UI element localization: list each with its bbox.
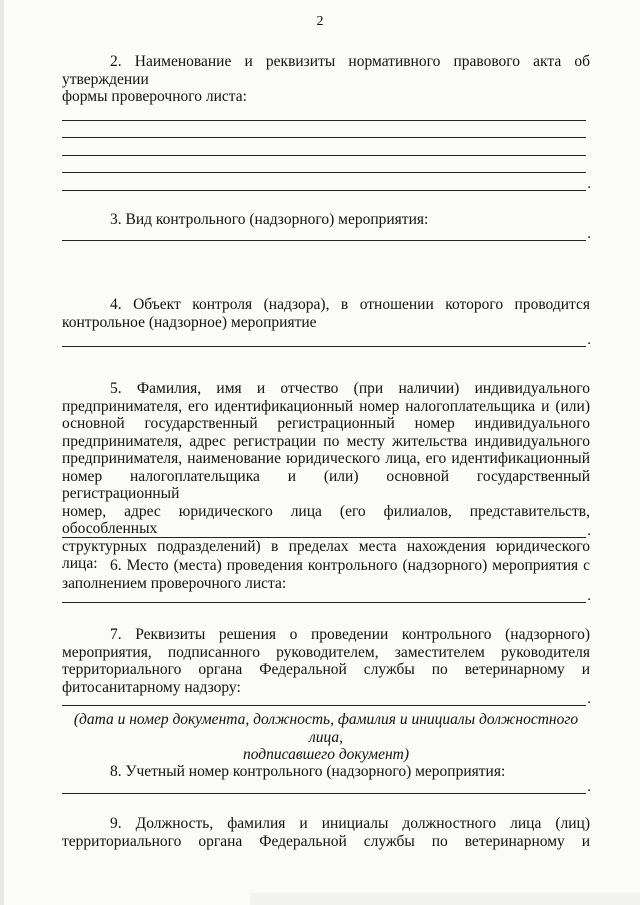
scan-edge <box>0 0 4 905</box>
section-5-line-5: предпринимателя, наименование юридического лица, его идентификационный <box>62 450 590 467</box>
section-7-line-4: фитосанитарному надзору: <box>62 678 241 696</box>
section-2-line-1: 2. Наименование и реквизиты нормативного правового акта об утверждении <box>62 53 590 88</box>
section-5-line-8: структурных подразделений) в пределах места нахождения юридического лица: <box>62 537 590 572</box>
section-7-caption <box>62 711 590 764</box>
scan-bottom-edge <box>250 893 640 905</box>
section-5-line-7: номер, адрес юридического лица (его филиалов, представительств, обособленных <box>62 502 590 537</box>
section-5-line-4: предпринимателя, адрес регистрации по месту жительства индивидуального <box>62 432 590 450</box>
section-2-line-2: формы проверочного листа: <box>62 88 247 105</box>
section-9-line-2: территориального органа Федеральной службы по ветеринарному и <box>62 832 590 850</box>
section-7-line-3: территориального органа Федеральной службы по ветеринарному и <box>62 661 590 678</box>
section-6-line-2: заполнением проверочного листа: <box>62 574 287 592</box>
section-4 <box>62 296 590 331</box>
caption-line-2: подписавшего документ) <box>243 746 409 763</box>
fill-line <box>62 120 586 121</box>
section-5 <box>62 380 590 573</box>
page-number: 2 <box>316 14 324 29</box>
section-3 <box>62 211 590 229</box>
section-5-line-6: номер налогоплательщика и (или) основной государственный регистрационный <box>62 467 590 502</box>
fill-line <box>62 793 586 794</box>
section-7-line-2: мероприятия, подписанного руководителем, заместителем руководителя <box>62 643 590 661</box>
section-4-line-1: 4. Объект контроля (надзора), в отношении которого проводится <box>110 296 590 313</box>
fill-line <box>62 155 586 156</box>
section-8 <box>62 763 590 781</box>
fill-line <box>62 602 586 603</box>
section-6-line-1: 6. Место (места) проведения контрольного (надзорного) мероприятия с <box>110 557 590 574</box>
section-9-line-1: 9. Должность, фамилия и инициалы должностного лица (лиц) <box>110 815 590 832</box>
fill-line <box>62 240 586 241</box>
section-6 <box>62 557 590 592</box>
section-4-line-2: контрольное (надзорное) мероприятие <box>62 313 317 331</box>
fill-line <box>62 537 586 538</box>
section-3-line-1: 3. Вид контрольного (надзорного) мероприятия: <box>110 211 429 228</box>
section-8-line-1: 8. Учетный номер контрольного (надзорного) мероприятия: <box>110 763 506 780</box>
section-5-line-2: предпринимателя, его идентификационный номер налогоплательщика и (или) <box>62 397 590 415</box>
fill-line <box>62 172 586 173</box>
caption-line-1: (дата и номер документа, должность, фамилия и инициалы должностного лица, <box>73 711 579 746</box>
fill-line <box>62 346 586 347</box>
section-2 <box>62 53 590 106</box>
fill-line <box>62 137 586 138</box>
fill-line <box>62 190 586 191</box>
section-7-line-1: 7. Реквизиты решения о проведении контрольного (надзорного) <box>110 626 590 643</box>
section-5-line-1: 5. Фамилия, имя и отчество (при наличии) индивидуального <box>110 380 590 397</box>
fill-line <box>62 705 586 706</box>
section-5-line-3: основной государственный регистрационный номер индивидуального <box>62 415 590 432</box>
section-7 <box>62 626 590 696</box>
section-9 <box>62 815 590 850</box>
